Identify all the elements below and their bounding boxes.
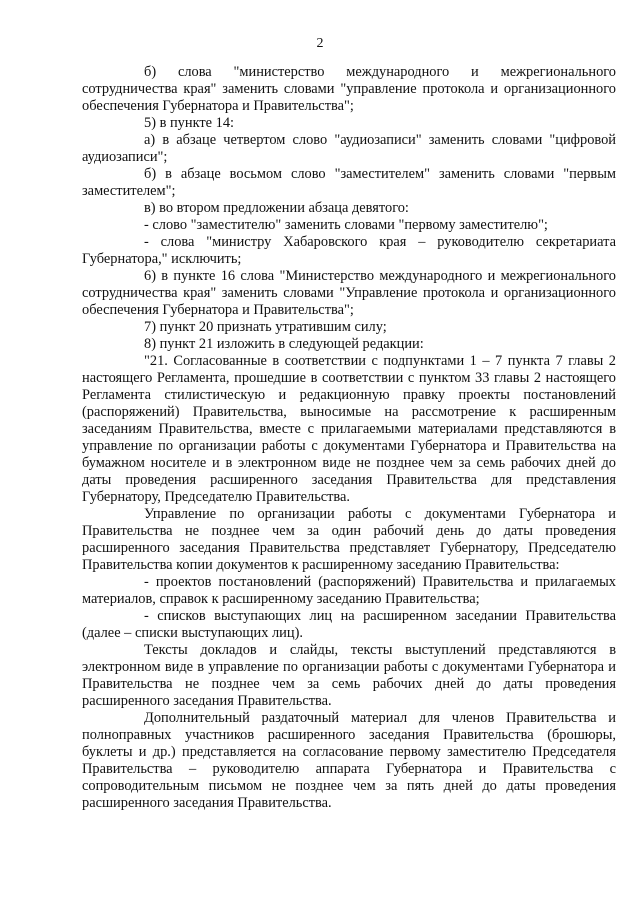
paragraph: б) слова "министерство международного и межрегионального сотрудничества края" заменить словами "управление протокола и организационного обеспечения Губернатора и Правительства"; (82, 64, 616, 114)
page-number: 2 (316, 36, 324, 51)
paragraph: 7) пункт 20 признать утратившим силу; (144, 319, 387, 335)
paragraph: - слово "заместителю" заменить словами "первому заместителю"; (144, 217, 548, 233)
paragraph: а) в абзаце четвертом слово "аудиозаписи" заменить словами "цифровой аудиозаписи"; (82, 132, 616, 165)
paragraph: Управление по организации работы с документами Губернатора и Правительства не позднее чем за один рабочий день до даты проведения расширенного заседания Правительства представляет Губернатору, Председателю Правительства копии документов к расширенному заседанию Правительства: (82, 506, 616, 573)
paragraph: б) в абзаце восьмом слово "заместителем" заменить словами "первым заместителем"; (82, 166, 616, 199)
paragraph: - слова "министру Хабаровского края – руководителю секретариата Губернатора," исключить; (82, 234, 616, 267)
document-body (82, 64, 616, 812)
paragraph: - проектов постановлений (распоряжений) Правительства и прилагаемых материалов, справок к расширенному заседанию Правительства; (82, 574, 616, 607)
paragraph: 6) в пункте 16 слова "Министерство международного и межрегионального сотрудничества края" заменить словами "Управление протокола и организационного обеспечения Губернатора и Правительства"; (82, 268, 616, 318)
paragraph: Тексты докладов и слайды, тексты выступлений представляются в электронном виде в управление по организации работы с документами Губернатора и Правительства не позднее чем за семь рабочих дней до даты проведения расширенного заседания Правительства. (82, 642, 616, 709)
paragraph: - списков выступающих лиц на расширенном заседании Правительства (далее – списки выступающих лиц). (82, 608, 616, 641)
paragraph: Дополнительный раздаточный материал для членов Правительства и полноправных участников расширенного заседания Правительства (брошюры, буклеты и др.) представляется на согласование первому заместителю Председателя Правительства – руководителю аппарата Губернатора и Правительства с сопроводительным письмом не позднее чем за пять дней до даты проведения расширенного заседания Правительства. (82, 710, 616, 811)
paragraph: 5) в пункте 14: (144, 115, 235, 131)
paragraph: 8) пункт 21 изложить в следующей редакции: (144, 336, 424, 352)
paragraph: в) во втором предложении абзаца девятого: (144, 200, 409, 216)
paragraph: "21. Согласованные в соответствии с подпунктами 1 – 7 пункта 7 главы 2 настоящего Регламента, прошедшие в соответствии с пунктом 33 главы 2 настоящего Регламента стилистическую и редакционную правку проекты постановлений (распоряжений) Правительства, выносимые на рассмотрение к расширенным заседаниям Правительства, вместе с прилагаемыми материалами представляются в управление по организации работы с документами Губернатора и Правительства на бумажном носителе и в электронном виде не позднее чем за семь рабочих дней до даты проведения расширенного заседания Правительства для представления Губернатору, Председателю Правительства. (82, 353, 616, 505)
